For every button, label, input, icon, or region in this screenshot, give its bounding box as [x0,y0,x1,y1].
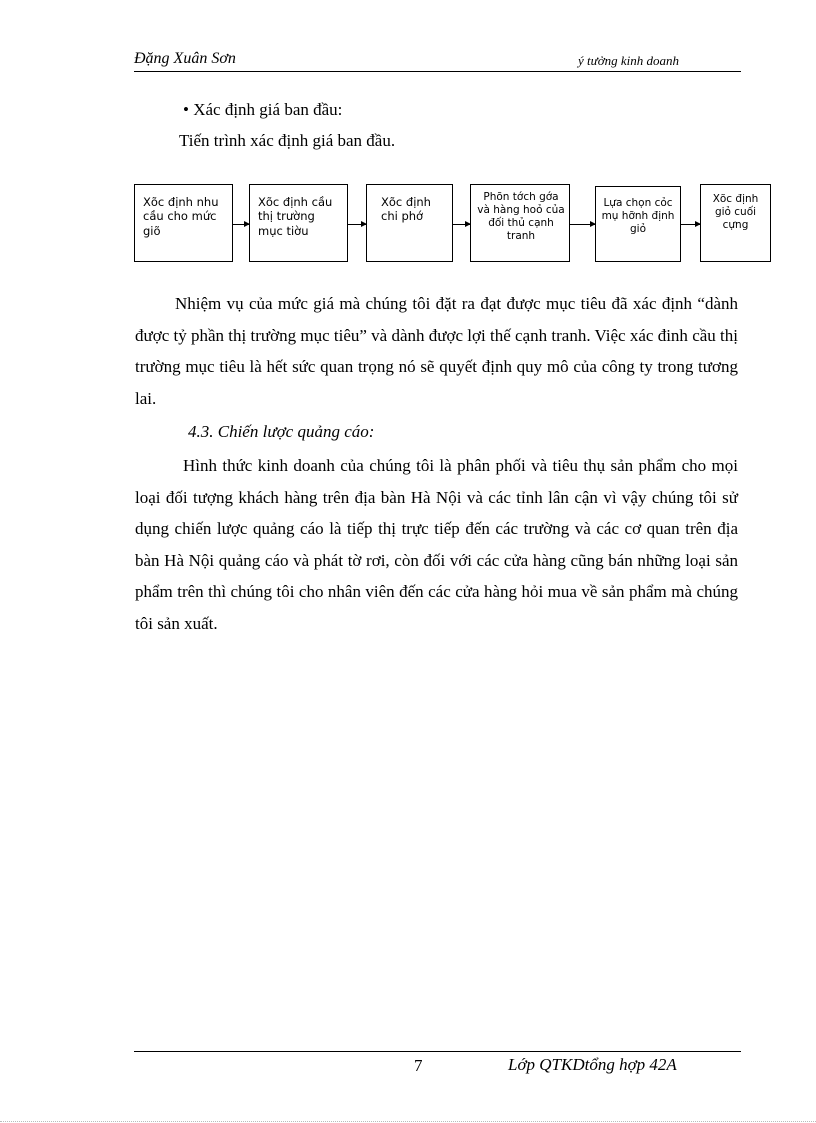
paragraph-text: Nhiệm vụ của mức giá mà chúng tôi đặt ra đạt được mục tiêu đã xác định “dành được tỷ phần thị trường mục tiêu” và dành được lợi thế cạnh tranh. Việc xác đinh cầu thị trường mục tiêu là hết sức quan trọng nó sẽ quyết định quy mô của công ty trong tương lai. [135,294,738,408]
bullet-item [183,100,342,120]
page-number: 7 [414,1056,423,1075]
paragraph-advertising [135,450,738,639]
header-author: Đặng Xuân Sơn [134,50,236,67]
section-heading: 4.3. Chiến lược quảng cáo: [188,422,375,441]
flow-arrow-icon [348,224,366,225]
footer-divider [134,1051,741,1052]
flow-step-5 [595,186,681,262]
header-title: ý tưởng kinh doanh [578,53,680,68]
flow-arrow-icon [570,224,595,225]
flow-step-text: Phõn tớch gớa và hàng hoỏ của đối thủ cạnh tranh [477,191,565,243]
flow-step-text: Xõc định cầu thị trường mục tiờu [258,195,333,238]
bullet-dot-icon: • [183,100,189,119]
flow-arrow-icon [681,224,700,225]
flow-step-text: Xõc định giỏ cuối cựng [712,193,759,232]
footer-class: Lớp QTKDtổng hợp 42A [508,1055,677,1074]
flow-arrow-icon [233,224,249,225]
header-divider [134,71,741,72]
paragraph-text: Hình thức kinh doanh của chúng tôi là phân phối và tiêu thụ sản phẩm cho mọi loại đối tượng khách hàng trên địa bàn Hà Nội và các tỉnh lân cận vì vậy chúng tôi sử dụng chiến lược quảng cáo là tiếp thị trực tiếp đến các trường và các cơ quan trên địa bàn Hà Nội quảng cáo và phát tờ rơi, còn đối với các cửa hàng cũng bán những loại sản phẩm trên thì chúng tôi cho nhân viên đến các cửa hàng hỏi mua về sản phẩm mà chúng tôi sản xuất. [135,456,738,633]
flow-step-3 [366,184,453,262]
paragraph-pricing [135,288,738,414]
flow-step-text: Xõc định nhu cầu cho mức giõ [143,195,219,238]
flow-step-1 [134,184,233,262]
flow-step-2 [249,184,348,262]
bullet-text: Xác định giá ban đầu: [193,100,343,119]
flow-step-6 [700,184,771,262]
flow-step-4 [470,184,570,262]
flow-step-text: Lựa chọn cỏc mụ hỡnh định giỏ [601,197,675,236]
flow-step-text: Xõc định chi phớ [381,195,431,224]
flow-arrow-icon [453,224,470,225]
flow-intro: Tiến trình xác định giá ban đầu. [179,131,396,150]
page-bottom-edge [0,1121,816,1122]
